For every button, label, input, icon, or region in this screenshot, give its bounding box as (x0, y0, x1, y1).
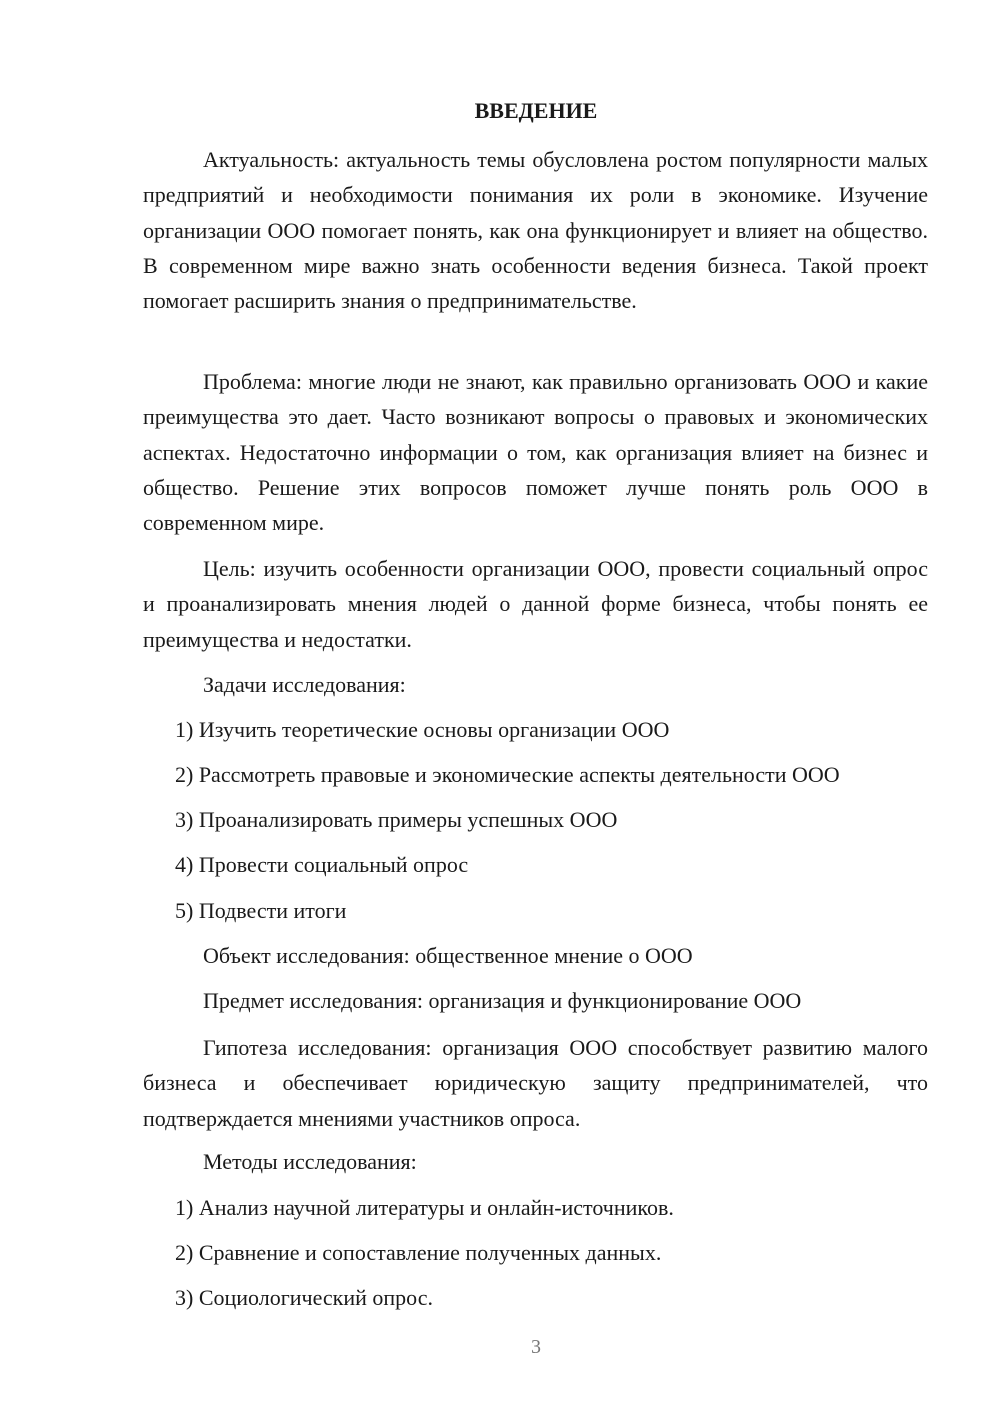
task-item: 3) Проанализировать примеры успешных ООО (175, 807, 618, 832)
methods-heading: Методы исследования: (203, 1149, 417, 1174)
research-subject: Предмет исследования: организация и функционирование ООО (203, 988, 802, 1013)
task-item: 4) Провести социальный опрос (175, 852, 469, 877)
page-number: 3 (531, 1336, 541, 1358)
method-item: 1) Анализ научной литературы и онлайн-источников. (175, 1195, 674, 1220)
goal-paragraph: Цель: изучить особенности организации ООО, провести социальный опрос и проанализировать мнения людей о данной форме бизнеса, чтобы понять ее преимущества и недостатки. (143, 556, 928, 652)
method-item: 3) Социологический опрос. (175, 1285, 433, 1310)
hypothesis-paragraph: Гипотеза исследования: организация ООО способствует развитию малого бизнеса и обеспечивает юридическую защиту предпринимателей, что подтверждается мнениями участников опроса. (143, 1035, 928, 1131)
research-object: Объект исследования: общественное мнение о ООО (203, 943, 693, 968)
page-title: ВВЕДЕНИЕ (474, 98, 598, 123)
task-item: 5) Подвести итоги (175, 898, 347, 923)
problem-paragraph: Проблема: многие люди не знают, как правильно организовать ООО и какие преимущества это дает. Часто возникают вопросы о правовых и экономических аспектах. Недостаточно информации о том, как организация влияет на бизнес и общество. Решение этих вопросов поможет лучше понять роль ООО в современном мире. (143, 369, 928, 536)
method-item: 2) Сравнение и сопоставление полученных данных. (175, 1240, 662, 1265)
task-item: 2) Рассмотреть правовые и экономические аспекты деятельности ООО (175, 762, 840, 787)
relevance-paragraph: Актуальность: актуальность темы обусловлена ростом популярности малых предприятий и необходимости понимания их роли в экономике. Изучение организации ООО помогает понять, как она функционирует и влияет на общество. В современном мире важно знать особенности ведения бизнеса. Такой проект помогает расширить знания о предпринимательстве. (143, 147, 928, 314)
tasks-heading: Задачи исследования: (203, 672, 406, 697)
task-item: 1) Изучить теоретические основы организации ООО (175, 717, 670, 742)
